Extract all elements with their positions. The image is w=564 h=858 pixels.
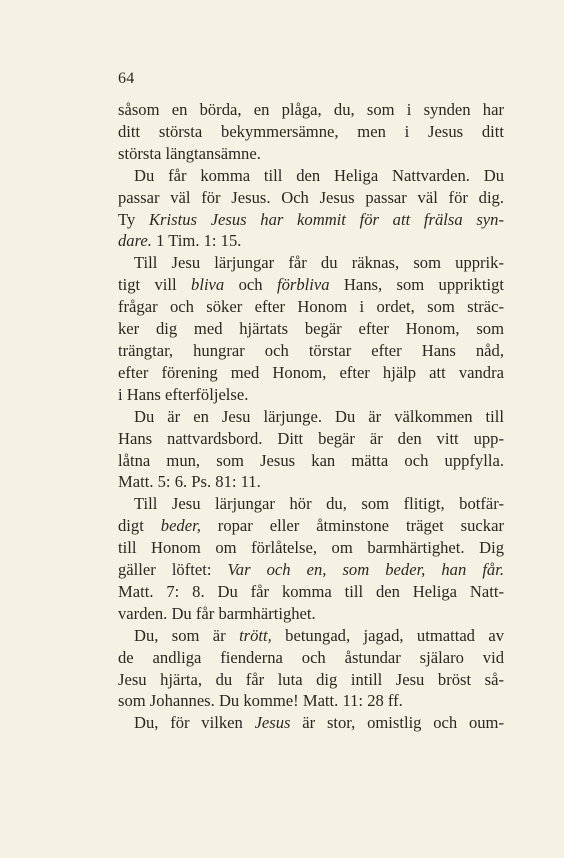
text-line xyxy=(118,515,504,537)
text-line xyxy=(118,318,504,340)
text-segment: som Johannes. Du komme! Matt. 11: 28 ff. xyxy=(118,691,403,711)
text-segment: i Hans efterföljelse. xyxy=(118,384,249,404)
text-line xyxy=(118,537,504,559)
text-segment: gäller löftet: xyxy=(118,560,228,580)
italic-text: dare. xyxy=(118,231,152,251)
text-line xyxy=(118,187,504,209)
italic-text: trött, xyxy=(239,625,272,645)
text-segment: ditt största bekymmersämne, men i Jesus ditt xyxy=(118,121,504,141)
text-line xyxy=(118,669,504,691)
text-line xyxy=(118,603,504,625)
text-segment: varden. Du får barmhärtighet. xyxy=(118,603,316,623)
text-line xyxy=(118,559,504,581)
text-segment: ropar eller åtminstone träget suckar xyxy=(200,516,504,536)
text-segment: passar väl för Jesus. Och Jesus passar väl för dig. xyxy=(118,187,504,207)
text-segment: och xyxy=(224,275,277,295)
text-line xyxy=(118,647,504,669)
text-line xyxy=(118,252,504,274)
text-segment: Ty xyxy=(118,209,149,229)
page-number: 64 xyxy=(118,70,135,87)
text-segment: digt xyxy=(118,516,161,536)
text-line xyxy=(118,121,504,143)
italic-text: förbliva xyxy=(276,275,330,295)
italic-text: Jesus xyxy=(254,713,291,733)
text-segment: efter förening med Honom, efter hjälp att vandra xyxy=(118,362,504,382)
italic-text: Var och en, som beder, han får. xyxy=(227,560,504,580)
text-line xyxy=(118,428,504,450)
text-line xyxy=(118,274,504,296)
text-segment: Du, för vilken xyxy=(134,713,255,733)
text-segment: är stor, omistlig och oum- xyxy=(290,713,504,733)
text-segment: Du är en Jesu lärjunge. Du är välkommen till xyxy=(134,406,504,426)
text-segment: största längtansämne. xyxy=(118,143,261,163)
text-line xyxy=(118,362,504,384)
text-line xyxy=(118,625,504,647)
text-segment: Till Jesu lärjungar får du räknas, som upprik- xyxy=(134,253,504,273)
text-segment: ker dig med hjärtats begär efter Honom, som xyxy=(118,319,504,339)
text-segment: Du, som är xyxy=(134,625,240,645)
text-segment: 1 Tim. 1: 15. xyxy=(151,231,242,251)
text-line xyxy=(118,471,504,493)
text-line xyxy=(118,384,504,406)
text-segment: såsom en börda, en plåga, du, som i synden har xyxy=(118,100,504,119)
text-segment: Matt. 7: 8. Du får komma till den Heliga Natt- xyxy=(118,581,504,601)
text-segment: Hans nattvardsbord. Ditt begär är den vitt upp- xyxy=(118,428,504,448)
text-segment: Till Jesu lärjungar hör du, som flitigt, botfär- xyxy=(134,494,504,514)
italic-text: beder, xyxy=(160,516,201,536)
text-line xyxy=(118,712,504,734)
text-line xyxy=(118,581,504,603)
text-segment: tigt vill xyxy=(118,275,192,295)
text-line xyxy=(118,143,504,165)
text-segment: Du får komma till den Heliga Nattvarden. Du xyxy=(134,165,504,185)
text-line xyxy=(118,690,504,712)
text-line xyxy=(118,99,504,121)
text-segment: trängtar, hungrar och törstar efter Hans nåd, xyxy=(118,340,504,360)
text-line xyxy=(118,340,504,362)
text-segment: de andliga fienderna och åstundar själaro vid xyxy=(118,647,504,667)
text-line xyxy=(118,450,504,472)
text-line xyxy=(118,209,504,231)
text-line xyxy=(118,406,504,428)
text-segment: frågar och söker efter Honom i ordet, som sträc- xyxy=(118,297,504,317)
italic-text: bliva xyxy=(191,275,225,295)
text-line xyxy=(118,165,504,187)
text-line xyxy=(118,230,504,252)
italic-text: Kristus Jesus har kommit för att frälsa syn- xyxy=(148,209,504,229)
text-segment: Jesu hjärta, du får luta dig intill Jesu bröst så- xyxy=(118,669,504,689)
body-text xyxy=(118,99,504,734)
text-segment: låtna mun, som Jesus kan mätta och uppfylla. xyxy=(118,450,504,470)
text-line xyxy=(118,296,504,318)
text-segment: Matt. 5: 6. Ps. 81: 11. xyxy=(118,472,261,492)
text-segment: till Honom om förlåtelse, om barmhärtighet. Dig xyxy=(118,538,504,558)
text-line xyxy=(118,493,504,515)
text-segment: Hans, som uppriktigt xyxy=(329,275,505,295)
text-segment: betungad, jagad, utmattad av xyxy=(271,625,505,645)
